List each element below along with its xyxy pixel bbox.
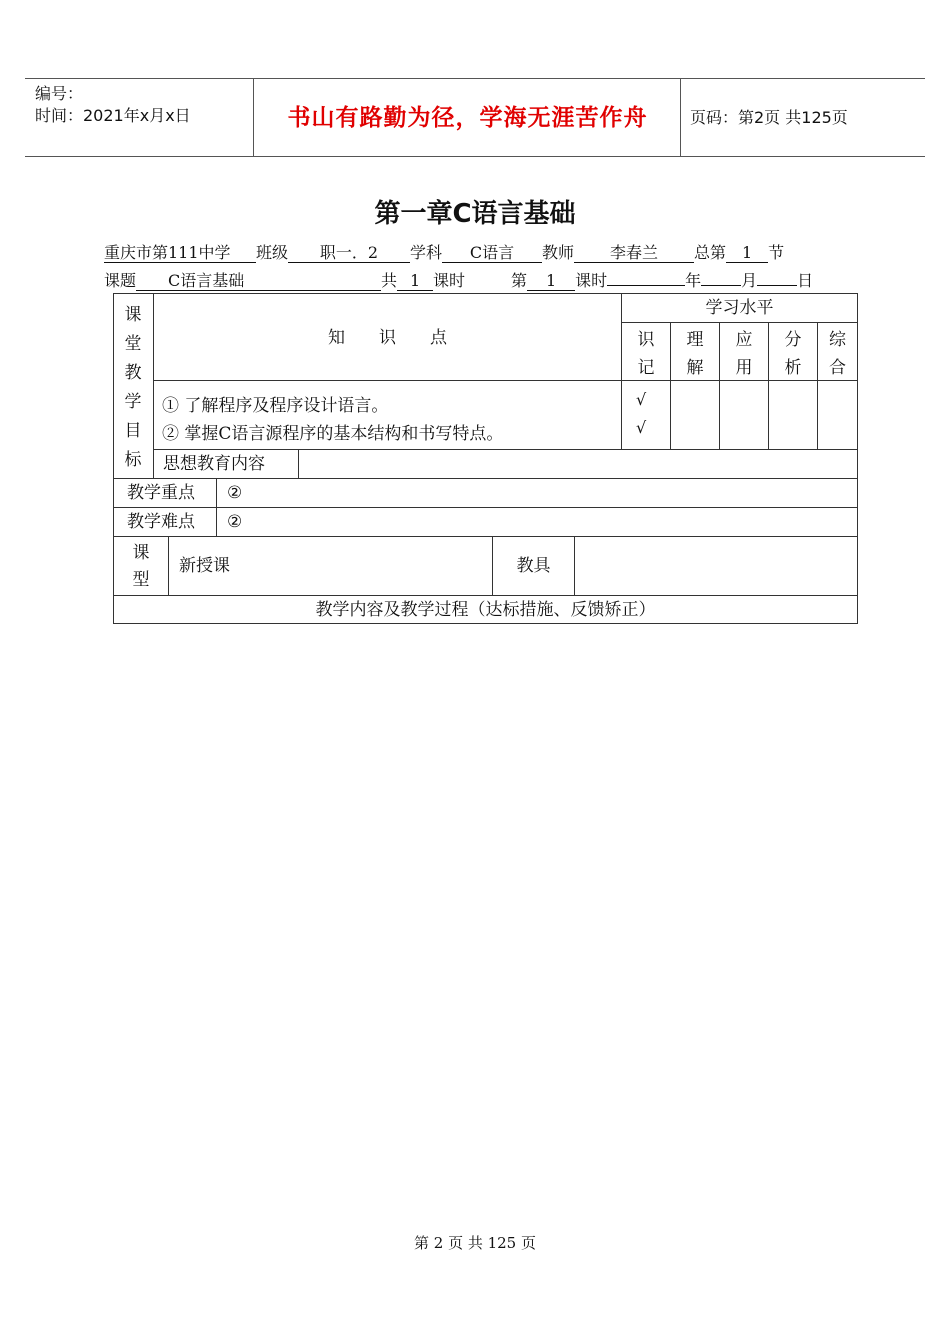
- goal-header-char: 目: [124, 421, 142, 441]
- table-line: [113, 595, 857, 596]
- table-line: [574, 536, 575, 595]
- lesson-type-label: [114, 540, 168, 594]
- table-border: [113, 623, 858, 624]
- knowledge-points: [162, 392, 503, 448]
- year-blank: [607, 285, 685, 286]
- level-analyze: [769, 326, 817, 382]
- nth-hour-value: 1: [527, 272, 575, 291]
- day-label: 日: [797, 271, 814, 290]
- goal-header-char: 堂: [124, 334, 142, 354]
- table-line: [621, 322, 857, 323]
- level-char: 理: [686, 330, 704, 350]
- nth-label: 第: [511, 271, 528, 290]
- lesson-type-char: 型: [132, 570, 150, 590]
- topic-label: 课题: [104, 271, 137, 290]
- info-line-1: [104, 242, 784, 264]
- teaching-tools-label: 教具: [516, 556, 551, 576]
- teacher-label: 教师: [542, 243, 575, 262]
- chapter-title: 第一章C语言基础: [374, 199, 576, 229]
- day-blank: [757, 285, 797, 286]
- difficult-points-value: ②: [227, 512, 243, 532]
- document-time: 时间：2021年x月x日: [35, 106, 191, 125]
- goal-header-char: 课: [124, 305, 142, 325]
- page-footer: 第 2 页 共 125 页: [413, 1234, 536, 1252]
- level-synthesize: [818, 326, 857, 382]
- level-char: 识: [637, 330, 655, 350]
- goal-header-char: 标: [124, 450, 142, 470]
- key-points-label: 教学重点: [127, 483, 195, 503]
- moral-education-label: 思想教育内容: [163, 454, 265, 474]
- check-mark: √: [636, 390, 647, 409]
- goal-header: [123, 301, 143, 475]
- subject-value: C语言: [442, 244, 542, 263]
- recall-checks: [636, 386, 646, 442]
- table-line: [168, 536, 169, 595]
- nth-hours-label: 课时: [575, 271, 608, 290]
- level-char: 合: [829, 358, 846, 378]
- total-hours-value: 1: [397, 272, 433, 291]
- page-header: [25, 78, 925, 157]
- goal-header-char: 学: [124, 392, 142, 412]
- topic-text: C语言基础: [168, 271, 245, 290]
- key-points-value: ②: [227, 483, 243, 503]
- school-name: 重庆市第111中学: [104, 244, 256, 263]
- lesson-type-char: 课: [132, 543, 150, 563]
- level-apply: [720, 326, 768, 382]
- difficult-points-label: 教学难点: [127, 512, 195, 532]
- level-char: 应: [735, 330, 753, 350]
- teaching-process-label: 教学内容及教学过程（达标措施、反馈矫正）: [315, 600, 656, 620]
- level-header: 学习水平: [705, 298, 774, 318]
- table-border: [113, 293, 858, 294]
- level-char: 解: [686, 358, 704, 378]
- knowledge-header: 知 识 点: [328, 328, 447, 348]
- info-line-2: [104, 270, 813, 292]
- table-line: [153, 449, 857, 450]
- level-understand: [671, 326, 719, 382]
- level-char: 综: [829, 330, 846, 350]
- level-char: 分: [784, 330, 802, 350]
- goal-header-char: 教: [124, 363, 142, 383]
- header-page-info: 页码：第2页 共125页: [690, 108, 848, 127]
- header-divider: [253, 79, 254, 156]
- total-hours-label: 共: [381, 271, 398, 290]
- header-divider: [680, 79, 681, 156]
- month-label: 月: [741, 271, 758, 290]
- table-line: [113, 536, 857, 537]
- header-meta: [35, 83, 191, 127]
- subject-label: 学科: [410, 243, 443, 262]
- total-suffix: 节: [768, 243, 785, 262]
- total-prefix: 总第: [694, 243, 727, 262]
- hours-label: 课时: [433, 271, 466, 290]
- year-label: 年: [685, 271, 702, 290]
- knowledge-point: ② 掌握C语言源程序的基本结构和书写特点。: [162, 424, 504, 444]
- table-line: [113, 507, 857, 508]
- table-line: [298, 449, 299, 478]
- total-lessons-value: 1: [726, 244, 768, 263]
- table-border: [857, 293, 858, 624]
- level-char: 用: [735, 358, 753, 378]
- knowledge-point: ① 了解程序及程序设计语言。: [162, 396, 389, 416]
- document-number: 编号：: [35, 84, 84, 103]
- class-label: 班级: [256, 243, 289, 262]
- teacher-value: 李春兰: [574, 244, 694, 263]
- lesson-type-value: 新授课: [179, 556, 230, 576]
- table-line: [113, 478, 857, 479]
- month-blank: [701, 285, 741, 286]
- level-recall: [622, 326, 670, 382]
- class-value: 职一．2: [288, 244, 410, 263]
- level-char: 析: [784, 358, 802, 378]
- topic-value: [136, 272, 381, 291]
- check-mark: √: [636, 418, 647, 437]
- level-char: 记: [637, 358, 655, 378]
- table-line: [153, 293, 154, 478]
- motto: 书山有路勤为径，学海无涯苦作舟: [287, 105, 648, 131]
